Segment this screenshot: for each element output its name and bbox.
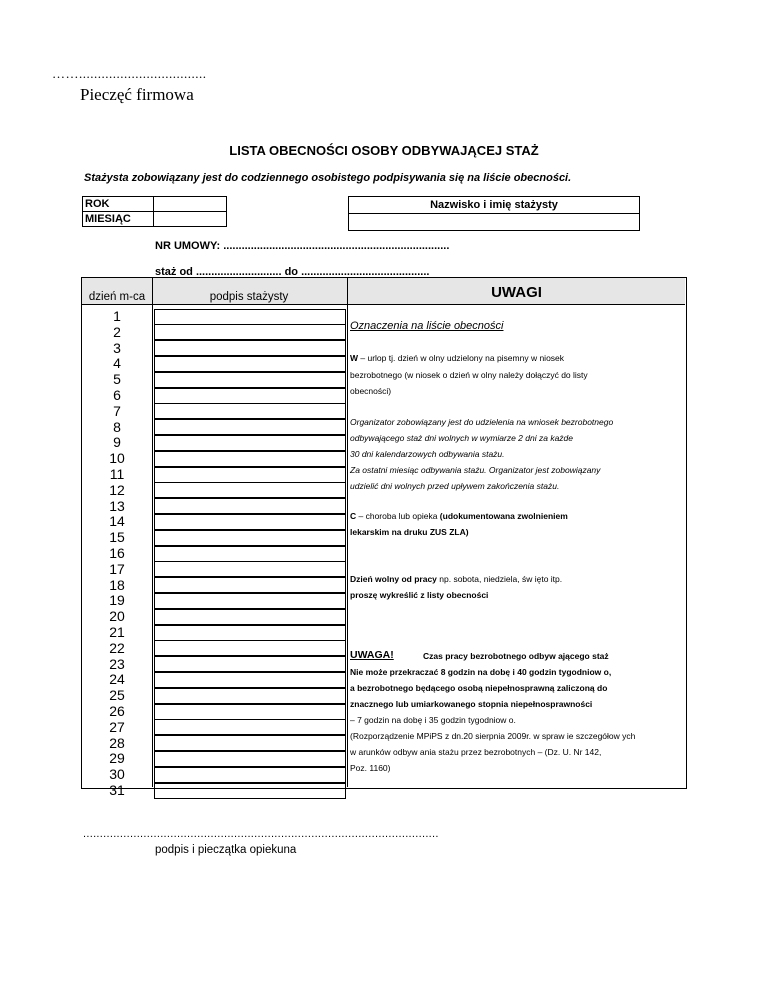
page-title: LISTA OBECNOŚCI OSOBY ODBYWAJĄCEJ STAŻ bbox=[229, 143, 539, 158]
note-c2: lekarskim na druku ZUS ZLA) bbox=[350, 527, 469, 537]
day-number: 30 bbox=[109, 766, 125, 783]
supervisor-signature-line: .......................................................................................................... bbox=[83, 828, 439, 840]
note-r1: (Rozporządzenie MPiPS z dn.20 sierpnia 2009r. w spraw ie szczegółow ych bbox=[350, 731, 636, 741]
day-number: 24 bbox=[109, 671, 125, 688]
day-number: 27 bbox=[109, 718, 125, 735]
note-d2: proszę wykreślić z listy obecności bbox=[350, 590, 489, 600]
stamp-dots: …….................................. bbox=[52, 66, 207, 81]
day-number: 23 bbox=[109, 655, 125, 672]
signature-cell[interactable] bbox=[154, 783, 346, 799]
signature-cell[interactable] bbox=[154, 561, 346, 577]
day-number: 2 bbox=[113, 323, 121, 340]
signature-cell[interactable] bbox=[154, 640, 346, 656]
day-number: 1 bbox=[113, 308, 121, 324]
rok-miesiac-table bbox=[82, 196, 227, 227]
day-number: 13 bbox=[109, 497, 125, 514]
name-input[interactable] bbox=[349, 214, 640, 231]
note-w-code: W bbox=[350, 353, 359, 363]
signature-cell[interactable] bbox=[154, 309, 346, 325]
note-uwaga: UWAGA! bbox=[350, 649, 394, 661]
col-day-header: dzień m-ca bbox=[88, 291, 146, 303]
day-number: 3 bbox=[113, 339, 121, 356]
divider-left bbox=[152, 278, 153, 787]
note-c1 bbox=[350, 511, 568, 521]
signature-cell[interactable] bbox=[154, 767, 346, 783]
miesiac-input[interactable] bbox=[154, 212, 227, 227]
signature-cell[interactable] bbox=[154, 688, 346, 704]
signature-cell[interactable] bbox=[154, 719, 346, 735]
divider-right bbox=[347, 278, 348, 787]
note-o5: udzielić dni wolnych przed upływem zakończenia stażu. bbox=[350, 481, 560, 491]
supervisor-signature-label: podpis i pieczątka opiekuna bbox=[155, 844, 297, 856]
note-c1-bold: (udokumentowana zwolnieniem bbox=[439, 511, 568, 521]
note-o3: 30 dni kalendarzowych odbywania stażu. bbox=[350, 449, 505, 459]
note-u2: a bezrobotnego będącego osobą niepełnosprawną zaliczoną do bbox=[350, 683, 608, 693]
note-w1 bbox=[350, 353, 564, 363]
contract-number: NR UMOWY: .......................................................................... bbox=[155, 240, 450, 252]
day-number: 15 bbox=[109, 529, 125, 546]
miesiac-label: MIESIĄC bbox=[83, 212, 154, 227]
day-number: 31 bbox=[109, 782, 125, 798]
stamp-label: Pieczęć firmowa bbox=[80, 85, 194, 104]
rok-label: ROK bbox=[83, 197, 154, 212]
day-number: 9 bbox=[113, 434, 121, 451]
note-c1-text: – choroba lub opieka bbox=[356, 511, 440, 521]
signature-cell[interactable] bbox=[154, 356, 346, 372]
day-number: 6 bbox=[113, 387, 121, 403]
signature-cell[interactable] bbox=[154, 625, 346, 641]
day-number: 8 bbox=[113, 418, 121, 435]
note-r3: Poz. 1160) bbox=[350, 763, 391, 773]
day-number: 20 bbox=[109, 608, 125, 625]
note-uwaga-text: Czas pracy bezrobotnego odbyw ającego staż bbox=[423, 651, 609, 661]
signature-cell[interactable] bbox=[154, 514, 346, 530]
note-u3: znacznego lub umiarkowanego stopnia niepełnosprawności bbox=[350, 699, 593, 709]
note-w1-text: – urlop tj. dzień w olny udzielony na pisemny w niosek bbox=[358, 353, 565, 363]
note-w3: obecności) bbox=[350, 386, 392, 396]
note-r2: w arunków odbyw ania stażu przez bezrobotnych – (Dz. U. Nr 142, bbox=[350, 747, 602, 757]
name-label: Nazwisko i imię stażysty bbox=[349, 197, 640, 214]
day-number: 7 bbox=[113, 402, 121, 419]
note-d1-text: np. sobota, niedziela, św ięto itp. bbox=[436, 574, 563, 584]
signature-cell[interactable] bbox=[154, 656, 346, 672]
signature-cell[interactable] bbox=[154, 577, 346, 593]
rok-input[interactable] bbox=[154, 197, 227, 212]
signature-cell[interactable] bbox=[154, 340, 346, 356]
signature-cell[interactable] bbox=[154, 672, 346, 688]
signature-cell[interactable] bbox=[154, 324, 346, 340]
day-number: 5 bbox=[113, 371, 121, 388]
signature-cell[interactable] bbox=[154, 388, 346, 404]
day-number: 28 bbox=[109, 734, 125, 751]
day-number: 10 bbox=[109, 450, 125, 467]
note-o2: odbywającego staż dni wolnych w wymiarze 2 dni za każde bbox=[350, 433, 574, 443]
note-u4: – 7 godzin na dobę i 35 godzin tygodniow o. bbox=[350, 715, 516, 725]
day-number: 19 bbox=[109, 592, 125, 609]
signature-cell[interactable] bbox=[154, 467, 346, 483]
day-number: 4 bbox=[113, 355, 121, 372]
col-signature-header: podpis stażysty bbox=[209, 291, 289, 303]
note-u1: Nie może przekraczać 8 godzin na dobę i 40 godzin tygodniow o, bbox=[350, 667, 612, 677]
day-number: 17 bbox=[109, 560, 125, 577]
note-o1: Organizator zobowiązany jest do udzielenia na wniosek bezrobotnego bbox=[350, 417, 614, 427]
notes-heading: Oznaczenia na liście obecności bbox=[350, 320, 504, 332]
internship-period: staż od ............................ do .......................................... bbox=[155, 266, 430, 278]
signature-cell[interactable] bbox=[154, 546, 346, 562]
day-number: 26 bbox=[109, 703, 125, 719]
col-notes-header: UWAGI bbox=[491, 284, 542, 301]
signature-cell[interactable] bbox=[154, 609, 346, 625]
note-c-code: C bbox=[350, 511, 357, 521]
signature-cell[interactable] bbox=[154, 482, 346, 498]
day-number: 22 bbox=[109, 639, 125, 656]
day-number: 25 bbox=[109, 687, 125, 704]
note-o4: Za ostatni miesiąc odbywania stażu. Organizator jest zobowiązany bbox=[350, 465, 601, 475]
signature-cell[interactable] bbox=[154, 593, 346, 609]
day-number: 12 bbox=[109, 481, 125, 498]
instruction-text: Stażysta zobowiązany jest do codziennego osobistego podpisywania się na liście obecności. bbox=[84, 172, 572, 184]
day-number: 18 bbox=[109, 576, 125, 593]
day-number: 14 bbox=[109, 513, 125, 530]
note-d1 bbox=[350, 574, 562, 584]
signature-cell[interactable] bbox=[154, 435, 346, 451]
day-number: 29 bbox=[109, 750, 125, 767]
signature-cell[interactable] bbox=[154, 419, 346, 435]
signature-cell[interactable] bbox=[154, 498, 346, 514]
day-number: 21 bbox=[109, 624, 125, 640]
name-table bbox=[348, 196, 640, 231]
day-number: 16 bbox=[109, 545, 125, 561]
signature-cell[interactable] bbox=[154, 403, 346, 419]
signature-cell[interactable] bbox=[154, 704, 346, 720]
note-d1-bold: Dzień wolny od pracy bbox=[350, 574, 437, 584]
signature-cell[interactable] bbox=[154, 451, 346, 467]
signature-cell[interactable] bbox=[154, 530, 346, 546]
day-number: 11 bbox=[109, 466, 125, 482]
signature-cell[interactable] bbox=[154, 372, 346, 388]
note-w2: bezrobotnego (w niosek o dzień w olny należy dołączyć do listy bbox=[350, 370, 588, 380]
signature-cell[interactable] bbox=[154, 751, 346, 767]
signature-cell[interactable] bbox=[154, 735, 346, 751]
